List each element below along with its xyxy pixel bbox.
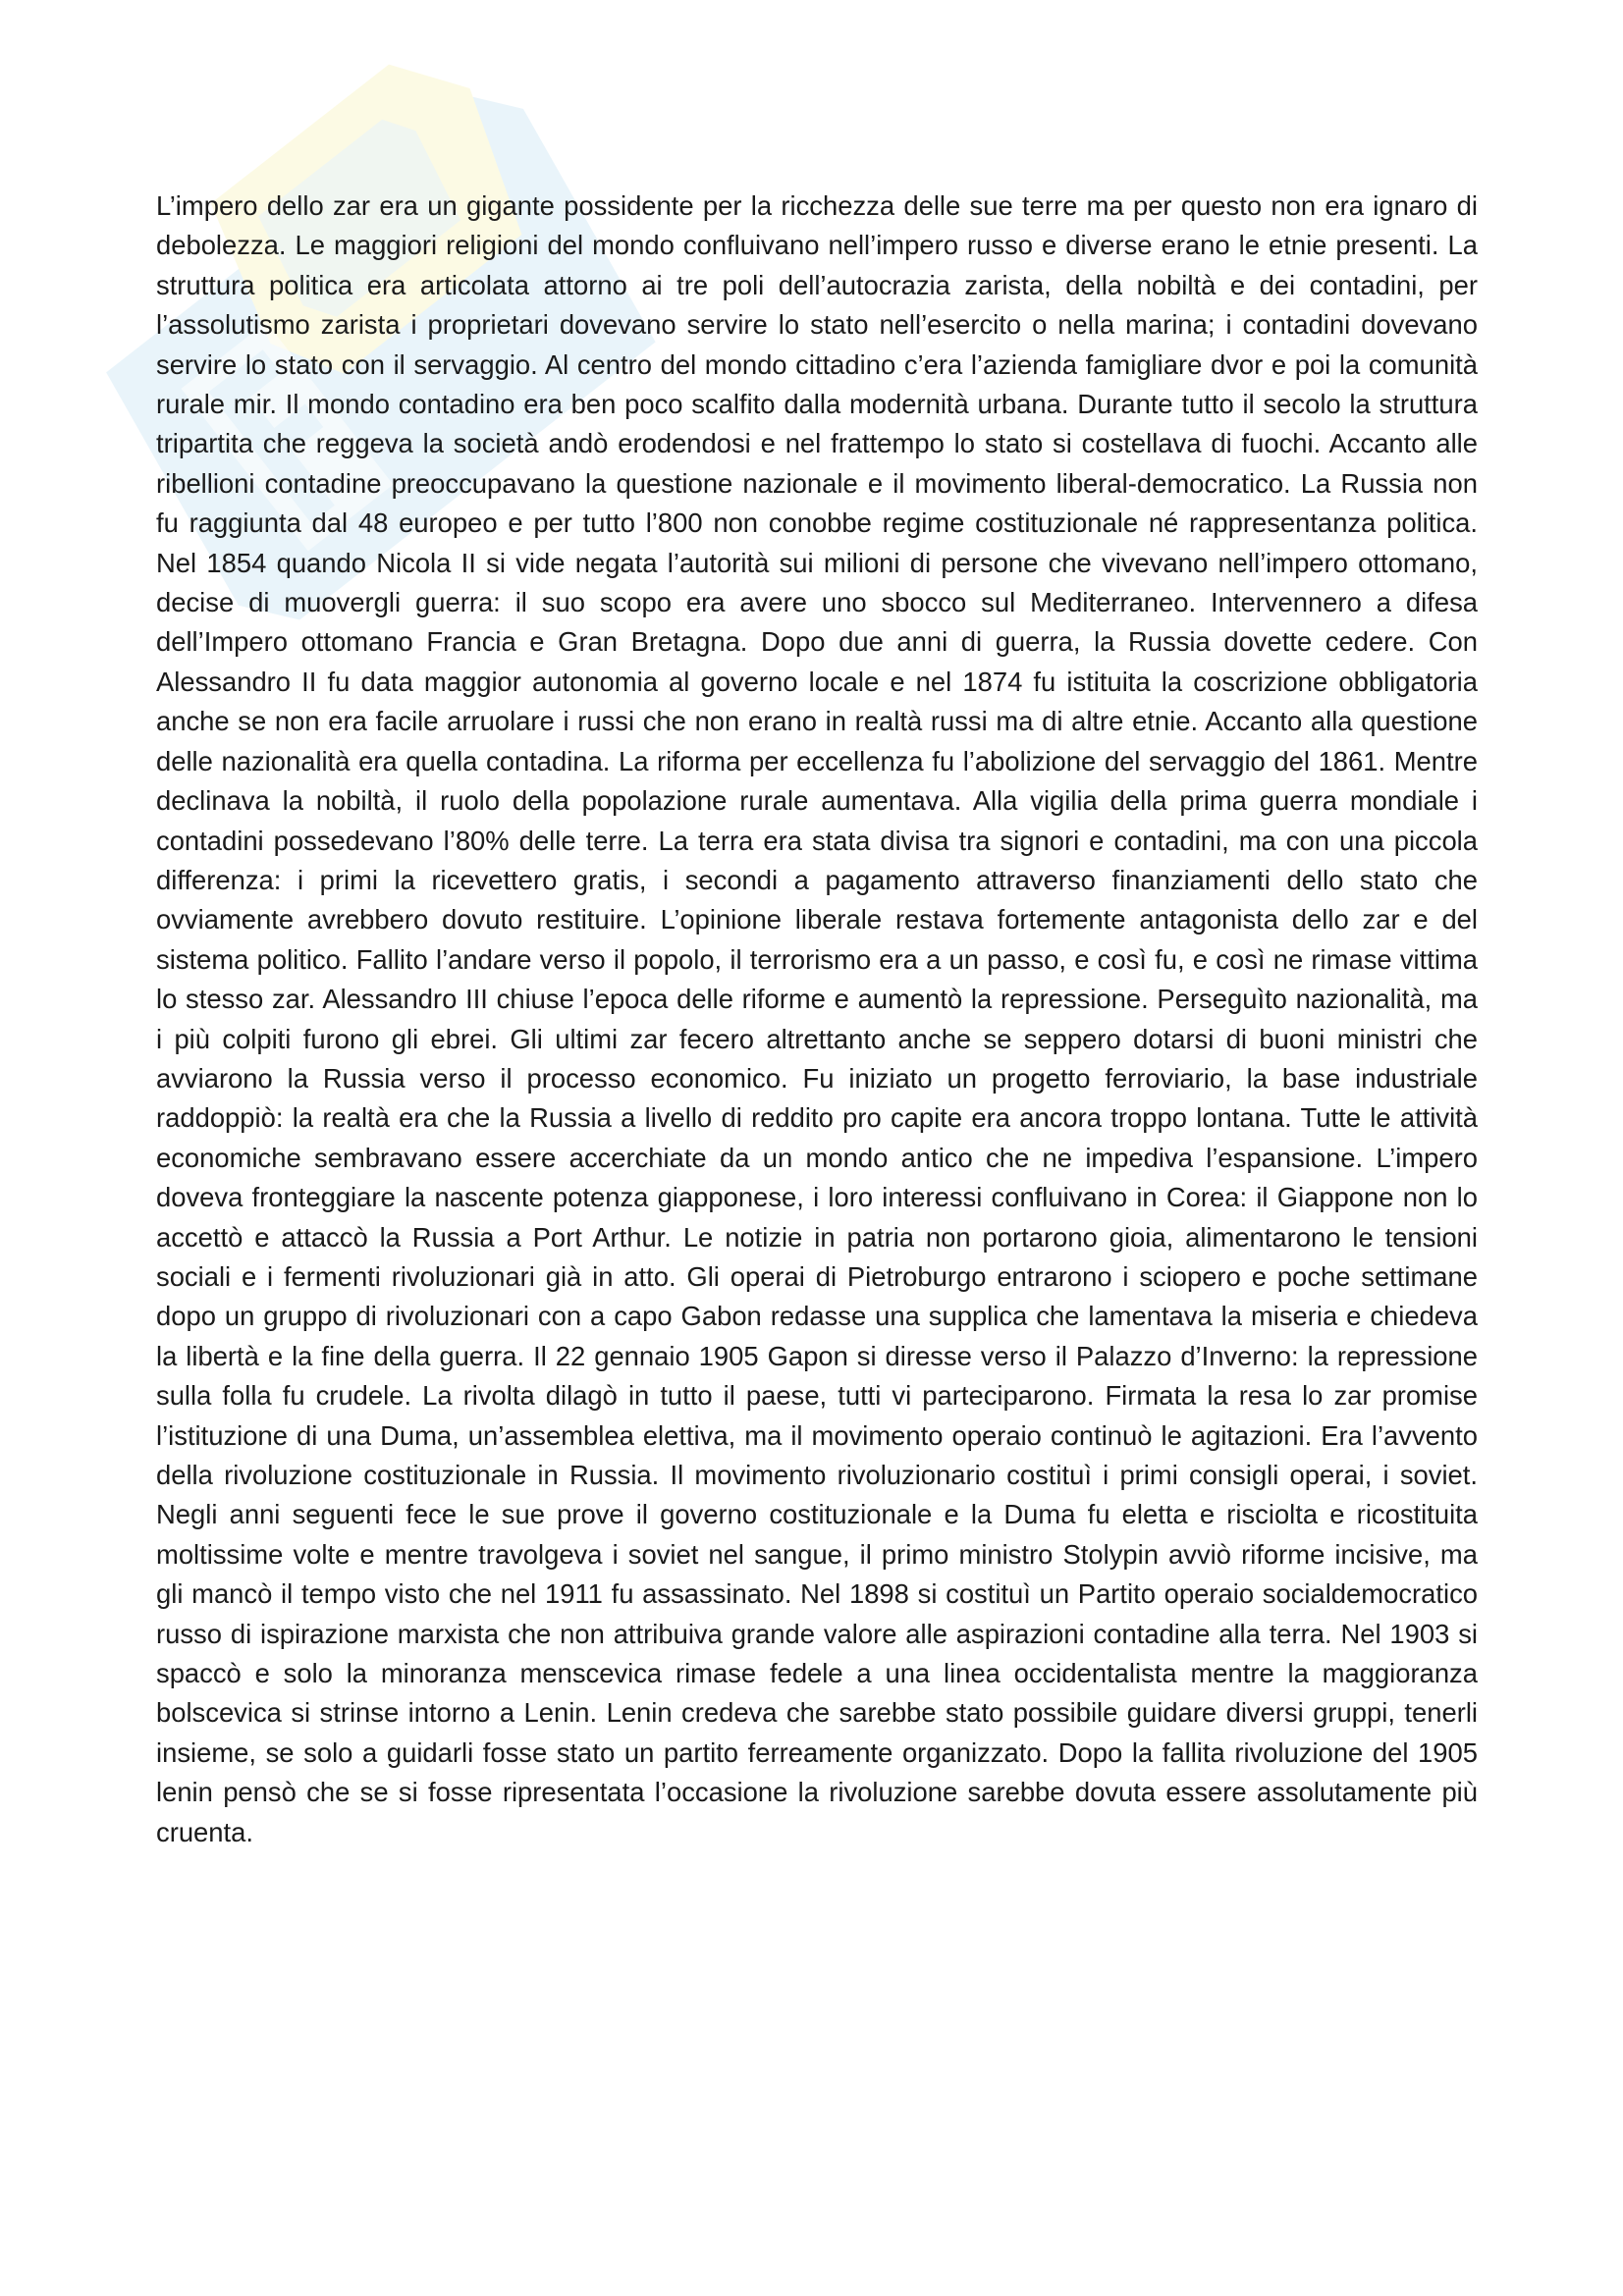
body-paragraph: L’impero dello zar era un gigante possidente per la ricchezza delle sue terre ma per questo non era ignaro di debolezza. Le maggiori religioni del mondo confluivano nell’impero russo e diverse erano le etnie presenti. La struttura politica era articolata attorno ai tre poli dell’autocrazia zarista, della nobiltà e dei contadini, per l’assolutismo zarista i proprietari dovevano servire lo stato nell’esercito o nella marina; i contadini dovevano servire lo stato con il servaggio. Al centro del mondo cittadino c’era l’azienda famigliare dvor e poi la comunità rurale mir. Il mondo contadino era ben poco scalfito dalla modernità urbana. Durante tutto il secolo la struttura tripartita che reggeva la società andò erodendosi e nel frattempo lo stato si costellava di fuochi. Accanto alle ribellioni contadine preoccupavano la questione nazionale e il movimento liberal-democratico. La Russia non fu raggiunta dal 48 europeo e per tutto l’800 non conobbe regime costituzionale né rappresentanza politica. Nel 1854 quando Nicola II si vide negata l’autorità sui milioni di persone che vivevano nell’impero ottomano, decise di muovergli guerra: il suo scopo era avere uno sbocco sul Mediterraneo. Intervennero a difesa dell’Impero ottomano Francia e Gran Bretagna. Dopo due anni di guerra, la Russia dovette cedere. Con Alessandro II fu data maggior autonomia al governo locale e nel 1874 fu istituita la coscrizione obbligatoria anche se non era facile arruolare i russi che non erano in realtà russi ma di altre etnie. Accanto alla questione delle nazionalità era quella contadina. La riforma per eccellenza fu l’abolizione del servaggio del 1861. Mentre declinava la nobiltà, il ruolo della popolazione rurale aumentava. Alla vigilia della prima guerra mondiale i contadini possedevano l’80% delle terre. La terra era stata divisa tra signori e contadini, ma con una piccola differenza: i primi la ricevettero gratis, i secondi a pagamento attraverso finanziamenti dello stato che ovviamente avrebbero dovuto restituire. L’opinione liberale restava fortemente antagonista dello zar e del sistema politico. Fallito l’andare verso il popolo, il terrorismo era a un passo, e così fu, e così ne rimase vittima lo stesso zar. Alessandro III chiuse l’epoca delle riforme e aumentò la repressione. Perseguìto nazionalità, ma i più colpiti furono gli ebrei. Gli ultimi zar fecero altrettanto anche se seppero dotarsi di buoni ministri che avviarono la Russia verso il processo economico. Fu iniziato un progetto ferroviario, la base industriale raddoppiò: la realtà era che la Russia a livello di reddito pro capite era ancora troppo lontana. Tutte le attività economiche sembravano essere accerchiate da un mondo antico che ne impediva l’espansione. L’impero doveva fronteggiare la nascente potenza giapponese, i loro interessi confluivano in Corea: il Giappone non lo accettò e attaccò la Russia a Port Arthur. Le notizie in patria non portarono gioia, alimentarono le tensioni sociali e i fermenti rivoluzionari già in atto. Gli operai di Pietroburgo entrarono i sciopero e poche settimane dopo un gruppo di rivoluzionari con a capo Gabon redasse una supplica che lamentava la miseria e chiedeva la libertà e la fine della guerra. Il 22 gennaio 1905 Gapon si diresse verso il Palazzo d’Inverno: la repressione sulla folla fu crudele. La rivolta dilagò in tutto il paese, tutti vi parteciparono. Firmata la resa lo zar promise l’istituzione di una Duma, un’assemblea elettiva, ma il movimento operaio continuò le agitazioni. Era l’avvento della rivoluzione costituzionale in Russia. Il movimento rivoluzionario costituì i primi consigli operai, i soviet. Negli anni seguenti fece le sue prove il governo costituzionale e la Duma fu eletta e risciolta e ricostituita moltissime volte e mentre travolgeva i soviet nel sangue, il primo ministro Stolypin avviò riforme incisive, ma gli mancò il tempo visto che nel 1911 fu assassinato. Nel 1898 si costituì un Partito operaio socialdemocratico russo di ispirazione marxista che non attribuiva grande valore alle aspirazioni contadine alla terra. Nel 1903 si spaccò e solo la minoranza menscevica rimase fedele a una linea occidentalista mentre la maggioranza bolscevica si strinse intorno a Lenin. Lenin credeva che sarebbe stato possibile guidare diversi gruppi, tenerli insieme, se solo a guidarli fosse stato un partito ferreamente organizzato. Dopo la fallita rivoluzione del 1905 lenin pensò che se si fosse ripresentata l’occasione la rivoluzione sarebbe dovuta essere assolutamente più cruenta. xyxy=(156,190,1478,1847)
